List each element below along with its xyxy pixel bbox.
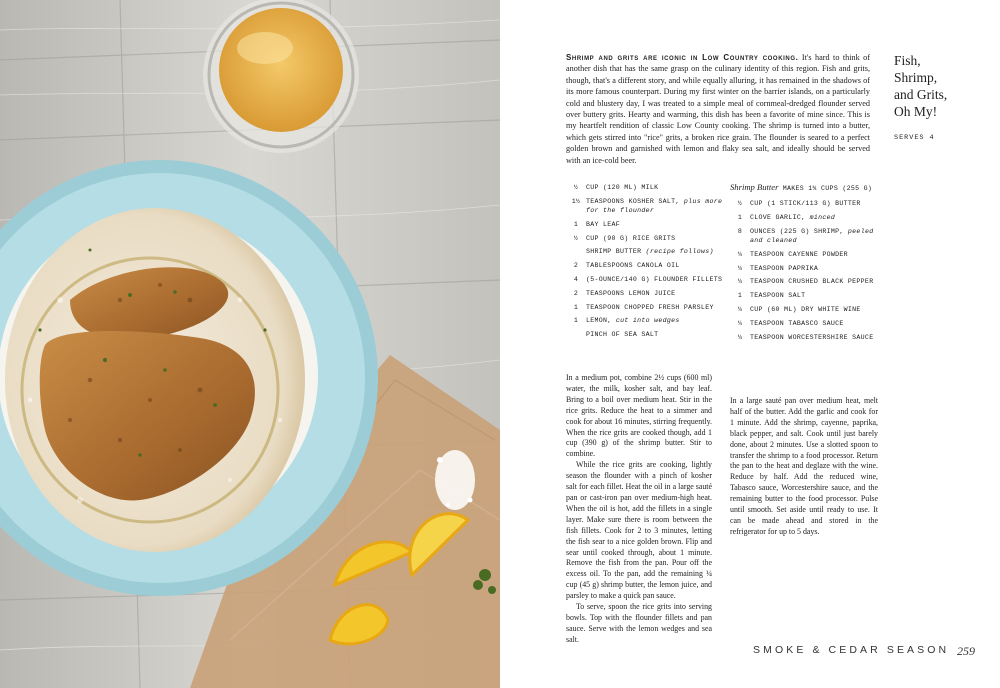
ingredient-qty: ¼: [737, 278, 743, 286]
ingredient-text: CUP (1 STICK/113 G) BUTTER: [750, 200, 861, 208]
ingredient-row: [566, 183, 726, 192]
ingredient-qty: [566, 247, 586, 256]
sub-recipe-ingredients: [730, 183, 880, 346]
sub-recipe-method: [730, 396, 878, 538]
recipe-page: [500, 0, 1000, 688]
ingredient-text: (5-OUNCE/140 G) FLOUNDER FILLETS: [586, 275, 723, 283]
ingredient-row: [566, 247, 726, 256]
ingredient-text: CUP (90 G) RICE GRITS: [586, 234, 676, 242]
ingredient-qty: 1: [573, 303, 579, 311]
ingredient-row: [730, 264, 880, 273]
ingredient-text: TEASPOON CAYENNE POWDER: [750, 250, 848, 258]
ingredient-qty: [566, 330, 586, 339]
ingredient-qty: 1: [737, 214, 743, 221]
ingredient-row: [730, 199, 880, 208]
ingredient-text: TEASPOON TABASCO SAUCE: [750, 319, 844, 327]
ingredient-row: [566, 275, 726, 284]
ingredient-text: SHRIMP BUTTER: [586, 248, 642, 256]
ingredient-qty: ¼: [737, 250, 743, 258]
ingredient-text: LEMON,: [586, 317, 612, 325]
recipe-intro: [566, 52, 870, 166]
intro-lead: Shrimp and grits are iconic in Low Country cooking.: [566, 53, 799, 62]
ingredient-text: TEASPOONS KOSHER SALT,: [586, 197, 680, 205]
ingredient-row: [730, 333, 880, 342]
ingredient-note: peeled and cleaned: [750, 227, 874, 244]
ingredient-note: (recipe follows): [645, 248, 714, 256]
sub-recipe-yield: MAKES 1¾ CUPS (255 G): [782, 185, 873, 192]
ingredient-note: plus more for the flounder: [586, 197, 723, 214]
ingredient-qty: 8: [737, 227, 743, 235]
ingredient-text: OUNCES (225 G) SHRIMP,: [750, 227, 844, 235]
recipe-title-line: and Grits,: [894, 87, 948, 102]
sea-salt: [435, 450, 475, 510]
serves-label: SERVES 4: [894, 134, 935, 142]
ingredient-text: CLOVE GARLIC,: [750, 214, 806, 221]
ingredient-text: BAY LEAF: [586, 220, 621, 228]
ingredient-qty: 1½: [571, 197, 581, 205]
ingredient-row: [730, 250, 880, 259]
ingredient-note: cut into wedges: [615, 317, 680, 325]
ingredient-qty: 1: [573, 317, 579, 325]
recipe-title-line: Fish,: [894, 53, 921, 68]
ingredient-text: PINCH OF SEA SALT: [586, 331, 659, 339]
ingredient-text: CUP (120 ML) MILK: [586, 184, 659, 191]
ingredient-list: [566, 183, 726, 344]
ingredient-row: [566, 289, 726, 298]
ingredient-qty: ½: [737, 200, 743, 208]
ingredient-row: [730, 319, 880, 328]
ingredient-text: TEASPOONS LEMON JUICE: [586, 289, 676, 297]
ingredient-qty: ¼: [737, 319, 743, 327]
ingredient-qty: ¼: [737, 333, 743, 341]
page-number: 259: [957, 644, 975, 658]
running-head: SMOKE & CEDAR SEASON: [753, 644, 950, 656]
recipe-title-line: Oh My!: [894, 104, 938, 119]
ingredient-note: minced: [809, 214, 836, 221]
ingredient-row: [566, 197, 726, 215]
sub-recipe-title: Shrimp Butter: [730, 182, 779, 192]
ingredient-qty: ½: [573, 234, 579, 242]
ingredient-qty: 4: [573, 275, 579, 283]
ingredient-text: TEASPOON SALT: [750, 292, 806, 300]
ingredient-text: TABLESPOONS CANOLA OIL: [586, 262, 680, 270]
ingredient-qty: ¼: [737, 305, 743, 313]
ingredient-row: [730, 277, 880, 286]
ingredient-row: [730, 305, 880, 314]
ingredient-text: TEASPOON PAPRIKA: [750, 264, 819, 272]
ingredient-row: [730, 213, 880, 222]
recipe-title: [894, 52, 990, 120]
method-text: [566, 373, 712, 646]
beer-glass: [203, 0, 359, 153]
ingredient-row: [566, 330, 726, 339]
ingredient-row: [566, 220, 726, 229]
ingredient-qty: 2: [573, 289, 579, 297]
ingredient-qty: 1: [737, 292, 743, 300]
ingredient-text: CUP (60 ML) DRY WHITE WINE: [750, 305, 861, 313]
ingredient-qty: ¼: [737, 264, 743, 272]
method-paragraph: While the rice grits are cooking, lightly season the flounder with a pinch of kosher salt for each fillet. Heat the oil in a large sauté pan or cast-iron pan over medium-high heat. When the oil is hot, add the fillets in a single layer. Make sure there is room between the fish fillets. Cook for 2 to 3 minutes, letting the fish sear to a nice golden brown. Flip and sear until cooked through, about 1 minute. Remove the fish from the pan. Pour off the excess oil. To the pan, add the remaining ¼ cup (45 g) shrimp butter, the lemon juice, and parsley to make a quick pan sauce.: [566, 460, 712, 601]
ingredient-text: TEASPOON CHOPPED FRESH PARSLEY: [586, 303, 714, 311]
method-paragraph: To serve, spoon the rice grits into serving bowls. Top with the flounder fillets and pan sauce. Serve with the lemon wedges and sea salt.: [566, 602, 712, 644]
ingredient-qty: 2: [573, 262, 579, 270]
ingredient-row: [566, 303, 726, 312]
ingredient-qty: ½: [573, 184, 579, 191]
ingredient-row: [566, 234, 726, 243]
ingredient-row: [566, 316, 726, 325]
ingredient-row: [566, 261, 726, 270]
ingredient-row: [730, 291, 880, 300]
ingredient-text: TEASPOON CRUSHED BLACK PEPPER: [750, 278, 874, 286]
sub-recipe-heading: [730, 183, 880, 193]
intro-body: It's hard to think of another dish that has the same grasp on the culinary identity of this region. Fish and grits, though, that's a different story, and while equally alluring, it has remained in the shadows of its more famous counterpart. During my first winter on the barrier islands, on a particularly cold and blustery day, I was treated to a simple meal of cornmeal-dredged flounder served over buttery grits. Hearty and warming, this dish has been a favorite of mine since. This is my heartfelt rendition of classic Low County cooking. The shrimp is turned into a butter, which gets stirred into "rice" grits, a broken rice grain. The flounder is seared to a perfect golden brown and garnished with lemon and flaky sea salt, and ideally should be served with an ice-cold beer.: [566, 53, 870, 165]
ingredient-text: TEASPOON WORCESTERSHIRE SAUCE: [750, 333, 874, 341]
ingredient-qty: 1: [573, 220, 579, 228]
ingredient-row: [730, 227, 880, 245]
method-paragraph: In a medium pot, combine 2½ cups (600 ml) water, the milk, kosher salt, and bay leaf. Bring to a boil over medium heat. Stir in the rice grits. Reduce the heat to a simmer and cook for about 16 minutes, stirring frequently. When the rice grits are cooked though, add 1 cup (390 g) of the shrimp butter. Stir to combine.: [566, 373, 712, 459]
recipe-title-line: Shrimp,: [894, 70, 938, 85]
sub-recipe-method-paragraph: In a large sauté pan over medium heat, melt half of the butter. Add the garlic and cook for 1 minute. Add the shrimp, cayenne, paprika, black pepper, and salt. Cook until just barely done, about 2 minutes. Use a slotted spoon to transfer the shrimp to a food processor. Return the pan to the heat and deglaze with the wine. Reduce by half. Add the reduced wine, Tabasco sauce, Worcestershire sauce, and the remaining butter to the food processor. Pulse until smooth. Set aside until ready to use. It can be made ahead and stored in the refrigerator for up to 5 days.: [730, 396, 878, 536]
